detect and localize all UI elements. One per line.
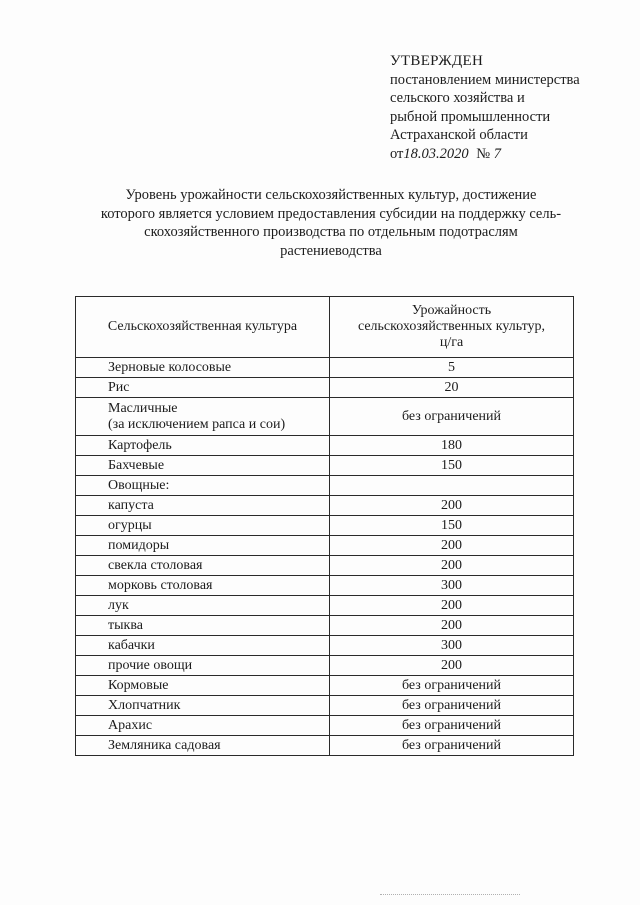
yield-value: 200 — [330, 656, 574, 676]
yield-value: 20 — [330, 378, 574, 398]
table-row — [76, 676, 574, 696]
title-line: которого является условием предоставления субсидии на поддержку сель- — [100, 205, 562, 222]
document-title — [86, 186, 576, 260]
handwritten-number: 7 — [493, 145, 501, 162]
table-row — [76, 456, 574, 476]
table-row — [76, 576, 574, 596]
crop-name: прочие овощи — [76, 656, 330, 676]
table-row — [76, 476, 574, 496]
yield-value: 300 — [330, 636, 574, 656]
date-prefix: от — [390, 145, 404, 162]
table-header-row — [76, 297, 574, 358]
approval-stamp — [390, 52, 630, 163]
yield-value — [330, 476, 574, 496]
crop-name-line: (за исключением рапса и сои) — [108, 416, 286, 432]
yield-value: 150 — [330, 516, 574, 536]
crop-name-line: Масличные — [108, 400, 178, 416]
table-row — [76, 596, 574, 616]
yield-value: 300 — [330, 576, 574, 596]
table-row — [76, 696, 574, 716]
crop-name: Зерновые колосовые — [76, 358, 330, 378]
crop-name: Кормовые — [76, 676, 330, 696]
crop-name: свекла столовая — [76, 556, 330, 576]
table-row — [76, 358, 574, 378]
crop-name: Арахис — [76, 716, 330, 736]
approval-line: постановлением министерства — [390, 71, 580, 88]
crop-name: огурцы — [76, 516, 330, 536]
yield-value: 150 — [330, 456, 574, 476]
crop-name: Земляника садовая — [76, 736, 330, 756]
crop-name: лук — [76, 596, 330, 616]
table-row — [76, 656, 574, 676]
crop-name: Овощные: — [76, 476, 330, 496]
crop-name: Хлопчатник — [76, 696, 330, 716]
table-row — [76, 436, 574, 456]
yield-value: 5 — [330, 358, 574, 378]
table-row — [76, 556, 574, 576]
title-line: растениеводства — [280, 242, 382, 259]
table-row — [76, 636, 574, 656]
crop-name: Бахчевые — [76, 456, 330, 476]
yield-value: 200 — [330, 616, 574, 636]
table-row — [76, 516, 574, 536]
yield-value: 180 — [330, 436, 574, 456]
yield-table — [75, 296, 574, 756]
table-row — [76, 716, 574, 736]
crop-name: Картофель — [76, 436, 330, 456]
header-crop: Сельскохозяйственная культура — [76, 297, 330, 358]
yield-value: без ограничений — [330, 696, 574, 716]
table-row — [76, 736, 574, 756]
title-line: скохозяйственного производства по отдельным подотраслям — [144, 224, 518, 240]
crop-name: морковь столовая — [76, 576, 330, 596]
table-row — [76, 496, 574, 516]
approval-heading: УТВЕРЖДЕН — [390, 53, 484, 69]
title-line: Уровень урожайности сельскохозяйственных культур, достижение — [125, 187, 537, 203]
yield-value: 200 — [330, 496, 574, 516]
yield-value: без ограничений — [330, 716, 574, 736]
yield-value: 200 — [330, 596, 574, 616]
table-row — [76, 536, 574, 556]
header-yield-line: ц/га — [439, 335, 464, 350]
crop-name: кабачки — [76, 636, 330, 656]
yield-value: без ограничений — [330, 736, 574, 756]
header-yield-line: Урожайность — [411, 303, 492, 318]
scan-artifact — [380, 894, 520, 898]
approval-date-line — [390, 145, 630, 164]
yield-value: 200 — [330, 536, 574, 556]
approval-line: сельского хозяйства и — [390, 90, 525, 106]
yield-value: без ограничений — [330, 398, 574, 436]
table-row — [76, 616, 574, 636]
crop-name: тыква — [76, 616, 330, 636]
crop-name — [76, 398, 330, 436]
yield-value: 200 — [330, 556, 574, 576]
table-row — [76, 398, 574, 436]
approval-line: Астраханской области — [390, 127, 528, 143]
number-prefix: № — [476, 145, 491, 162]
header-yield — [330, 297, 574, 358]
header-yield-line: сельскохозяйственных культур, — [357, 319, 546, 334]
table-row — [76, 378, 574, 398]
approval-line: рыбной промышленности — [390, 108, 551, 125]
handwritten-date: 18.03.2020 — [403, 145, 469, 162]
crop-name: капуста — [76, 496, 330, 516]
yield-value: без ограничений — [330, 676, 574, 696]
crop-name: Рис — [76, 378, 330, 398]
crop-name: помидоры — [76, 536, 330, 556]
